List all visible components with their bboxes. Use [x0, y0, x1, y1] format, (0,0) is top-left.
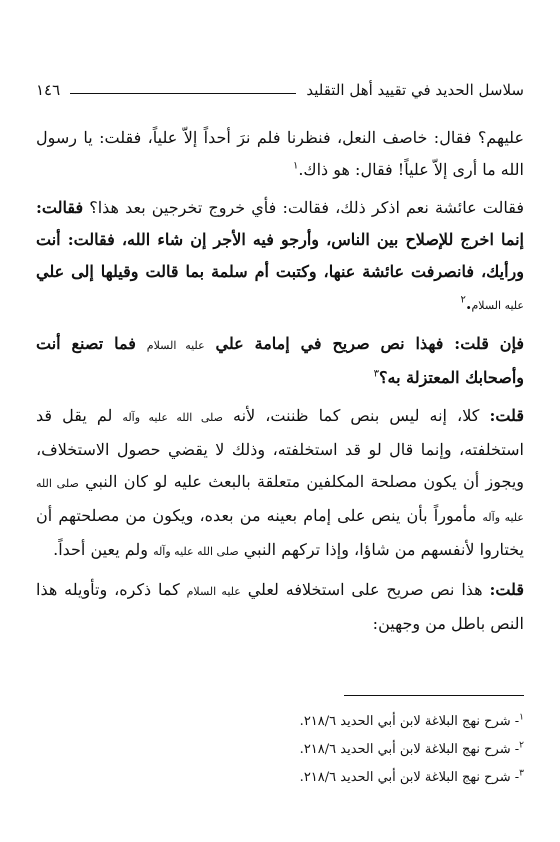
- text-run: فقالت عائشة نعم اذكر ذلك، فقالت: فأي خروج تخرجين بعد هذا؟: [83, 198, 524, 217]
- footnote: [36, 708, 524, 736]
- honorific: صلى الله عليه وآله: [153, 545, 239, 558]
- running-header: [36, 76, 524, 100]
- footnote-text: - شرح نهج البلاغة لابن أبي الحديد ٢١٨/٦.: [299, 770, 520, 785]
- bold-text: فما تصنع أنت وأصحابك المعتزلة به؟: [36, 334, 524, 387]
- text-run: كما ذكره، وتأويله هذا النص باطل من وجهين:: [36, 580, 524, 633]
- footnotes: [36, 708, 524, 792]
- text-run: عليهم؟ فقال: خاصف النعل، فنظرنا فلم نرَ أحداً إلاّ علياً، فقلت: يا رسول الله ما أرى إلاّ علياً! فقال: هو ذاك.: [36, 128, 524, 179]
- footnote: [36, 764, 524, 792]
- running-title: سلاسل الحديد في تقييد أهل التقليد: [306, 81, 524, 99]
- honorific: عليه السلام: [471, 299, 524, 312]
- paragraph: [36, 192, 524, 322]
- honorific: صلى الله عليه وآله: [122, 411, 223, 424]
- bold-text: فهذا نص صريح في إمامة علي: [204, 334, 455, 353]
- footnote-ref: ٣: [373, 368, 380, 380]
- bold-text: قلت:: [489, 406, 524, 425]
- header-rule: [70, 93, 296, 94]
- page-number: ١٤٦: [36, 81, 61, 99]
- text-run: مأموراً بأن ينص على إمام بعينه من بعده، ويكون من مصلحتهم أن يختاروا لأنفسهم من شاؤا، وإذا تركهم النبي: [36, 506, 524, 559]
- honorific: صلى الله عليه وآله: [36, 477, 524, 524]
- text-run: لم يقل قد استخلفته، وإنما قال لو قد استخلفته، وذلك لا يقضي حصول الاستخلاف، ويجوز أن يكون مصلحة المكلفين متعلقة بالبعث عليه لو كان النبي: [36, 406, 525, 491]
- paragraph: [36, 574, 524, 640]
- paragraph: [36, 328, 524, 394]
- bold-text: فقالت: إنما اخرج للإصلاح بين الناس، وأرجو فيه الأجر إن شاء الله، فقالت: أنت ورأيك، فانصرفت عائشة عنها، وكتبت أم سلمة بما قالت وقيلها إلى علي: [36, 198, 524, 281]
- footnote-text: - شرح نهج البلاغة لابن أبي الحديد ٢١٨/٦.: [299, 714, 520, 729]
- text-run: هذا نص صريح على استخلافه لعلي: [240, 580, 490, 599]
- body-text: [36, 122, 524, 646]
- footnote-number: ٢: [519, 740, 524, 751]
- footnote: [36, 736, 524, 764]
- bold-text: فإن قلت:: [454, 334, 525, 353]
- footnote-ref: ٢: [460, 294, 466, 306]
- paragraph: [36, 122, 524, 186]
- footnote-separator: [344, 695, 524, 696]
- text-run: كلا، إنه ليس بنص كما ظننت، لأنه: [222, 406, 490, 425]
- footnote-number: ٣: [519, 768, 524, 779]
- footnote-ref: ١: [292, 160, 299, 172]
- honorific: عليه السلام: [186, 585, 241, 598]
- paragraph: [36, 400, 524, 568]
- honorific: عليه السلام: [146, 339, 205, 352]
- footnote-text: - شرح نهج البلاغة لابن أبي الحديد ٢١٨/٦.: [299, 742, 520, 757]
- bold-text: .: [465, 294, 472, 313]
- bold-text: قلت:: [489, 580, 524, 599]
- footnote-number: ١: [519, 712, 524, 723]
- text-run: ولم يعين أحداً.: [53, 540, 154, 559]
